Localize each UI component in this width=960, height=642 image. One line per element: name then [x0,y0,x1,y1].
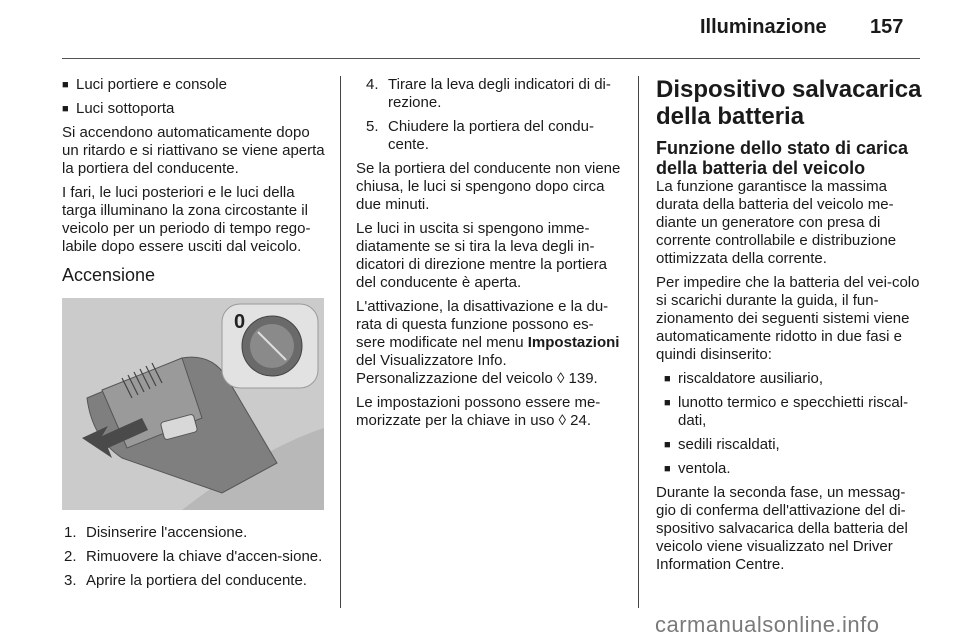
step-text: Aprire la portiera del conducente. [86,572,307,589]
column-divider [340,76,341,608]
column-2 [356,76,622,436]
paragraph: Se la portiera del conducente non viene chiusa, le luci si spengono dopo circa due minuti. [356,160,621,213]
paragraph-text: del Visualizzatore Info. Personalizzazione del veicolo ◊ 139. [356,352,598,387]
step-number: 4. [366,76,379,93]
paragraph: Si accendono automaticamente dopo un ritardo e si riattivano se viene aperta la portiera del conducente. [62,124,325,177]
numbered-step [62,572,326,590]
numbered-step [364,118,622,154]
svg-text:0: 0 [234,311,246,333]
paragraph: Per impedire che la batteria del vei-colo si scarichi durante la guida, il fun-zionamento dei seguenti sistemi viene automaticamente ridotto in due fasi e quindi disinserito: [656,274,920,363]
header-divider [62,58,920,59]
section-heading-battery-saver: Dispositivo salvacarica della batteria [656,76,922,130]
header-title: Illuminazione [700,16,827,38]
bullet-item: ■ ventola. [664,460,922,478]
step-text: Chiudere la portiera del condu-cente. [388,118,594,153]
column-divider [638,76,639,608]
paragraph: Durante la seconda fase, un messag-gio di conferma dell'attivazione del di-spositivo salvacarica della batteria del veicolo viene visualizzato nel Driver Information Centre. [656,484,908,573]
turn-signal-lever-illustration [62,298,324,510]
subsection-heading: Funzione dello stato di carica della batteria del veicolo [656,138,909,178]
paragraph: I fari, le luci posteriori e le luci della targa illuminano la zona circostante il veicolo per un periodo di tempo rego-labile dopo essere usciti dal veicolo. [62,184,311,255]
lever-illustration-svg [62,298,324,510]
step-text: Disinserire l'accensione. [86,524,248,541]
page-number: 157 [870,16,904,38]
step-number: 1. [64,524,77,541]
paragraph: Le impostazioni possono essere me-morizzate per la chiave in uso ◊ 24. [356,394,601,429]
watermark: carmanualsonline.info [655,612,880,637]
step-number: 5. [366,118,379,135]
bullet-item: ■ Luci portiere e console [62,76,326,94]
menu-name-impostazioni: Impostazioni [527,334,620,351]
paragraph-text: L'attivazione, la disattivazione e la du-rata di questa funzione possono es-sere modificate nel menu [356,298,609,351]
step-text: Tirare la leva degli indicatori di di-rezione. [388,76,611,111]
paragraph: La funzione garantisce la massima durata della batteria del veicolo me-diante un generatore con presa di corrente controllabile e distribuzione ottimizzata della corrente. [656,178,897,267]
section-heading-accensione: Accensione [62,265,156,285]
bullet-item: ■ sedili riscaldati, [664,436,922,454]
bullet-item: ■ Luci sottoporta [62,100,326,118]
column-3 [656,76,922,580]
paragraph [356,298,622,388]
bullet-item: ■ riscaldatore ausiliario, [664,370,922,388]
step-number: 2. [64,548,77,565]
step-number: 3. [64,572,77,589]
paragraph: Le luci in uscita si spengono imme-diatamente se si tira la leva degli in-dicatori di direzione mentre la portiera del conducente è aperta. [356,220,607,291]
bullet-item: ■ lunotto termico e specchietti riscal-dati, [664,394,922,430]
step-text: Rimuovere la chiave d'accen-sione. [86,548,323,565]
numbered-step [62,524,326,542]
numbered-step [364,76,622,112]
numbered-step [62,548,326,566]
column-1 [62,76,326,596]
